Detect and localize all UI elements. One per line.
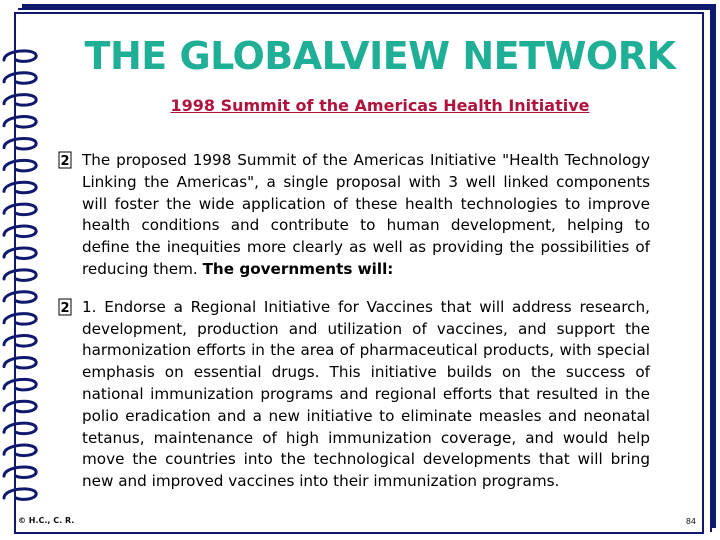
- spiral-coil: [4, 248, 36, 259]
- spiral-coil: [4, 95, 36, 106]
- spiral-coil: [4, 292, 36, 303]
- footer-copyright: © H.C., C. R.: [18, 516, 75, 525]
- slide-title: THE GLOBALVIEW NETWORK: [84, 34, 676, 78]
- spiral-coil: [4, 423, 36, 434]
- spiral-coil: [4, 489, 36, 500]
- spiral-binding-icon: [0, 44, 44, 504]
- page-number: 84: [685, 517, 696, 526]
- bullet-item-proposal: [56, 150, 650, 281]
- svg-text:2: 2: [60, 154, 70, 169]
- spiral-coil: [4, 467, 36, 478]
- spiral-coil: [4, 73, 36, 84]
- spiral-coil: [4, 401, 36, 412]
- spiral-coil: [4, 357, 36, 368]
- spiral-coil: [4, 314, 36, 325]
- spiral-coil: [4, 445, 36, 456]
- spiral-coil: [4, 204, 36, 215]
- spiral-coil: [4, 138, 36, 149]
- slide-subtitle: 1998 Summit of the Americas Health Initiative: [170, 96, 590, 115]
- svg-text:2: 2: [60, 300, 70, 316]
- bullet-list: [56, 150, 650, 509]
- bullet-text: 1. Endorse a Regional Initiative for Vaccines that will address research, development, production and utilization of vaccines, and support the harmonization efforts in the area of pharmaceutical products, with special emphasis on essential drugs. This initiative builds on the success of national immunization programs and regional efforts that resulted in the polio eradication and a new initiative to eliminate measles and neonatal tetanus, maintenance of high immunization coverage, and would help move the countries into the technological developments that will bring new and improved vaccines into their immunization programs.: [82, 297, 650, 491]
- spiral-coil: [4, 160, 36, 171]
- numeral-2-bullet-icon: [58, 298, 72, 316]
- bullet-item-vaccines: [56, 297, 650, 493]
- spiral-coil: [4, 182, 36, 193]
- spiral-coil: [4, 117, 36, 128]
- bullet-emphasis: The governments will:: [202, 259, 394, 278]
- numeral-2-bullet-icon: [58, 151, 72, 169]
- spiral-coil: [4, 379, 36, 390]
- spiral-coil: [4, 51, 36, 62]
- bullet-text: The proposed 1998 Summit of the Americas Initiative "Health Technology Linking the Americas", a single proposal with 3 well linked components will foster the wide application of these health technologies to improve health conditions and contribute to human development, helping to define the inequities more clearly as well as providing the possibilities of reducing them.: [82, 151, 650, 278]
- spiral-coil: [4, 270, 36, 281]
- spiral-coil: [4, 226, 36, 237]
- spiral-coil: [4, 336, 36, 347]
